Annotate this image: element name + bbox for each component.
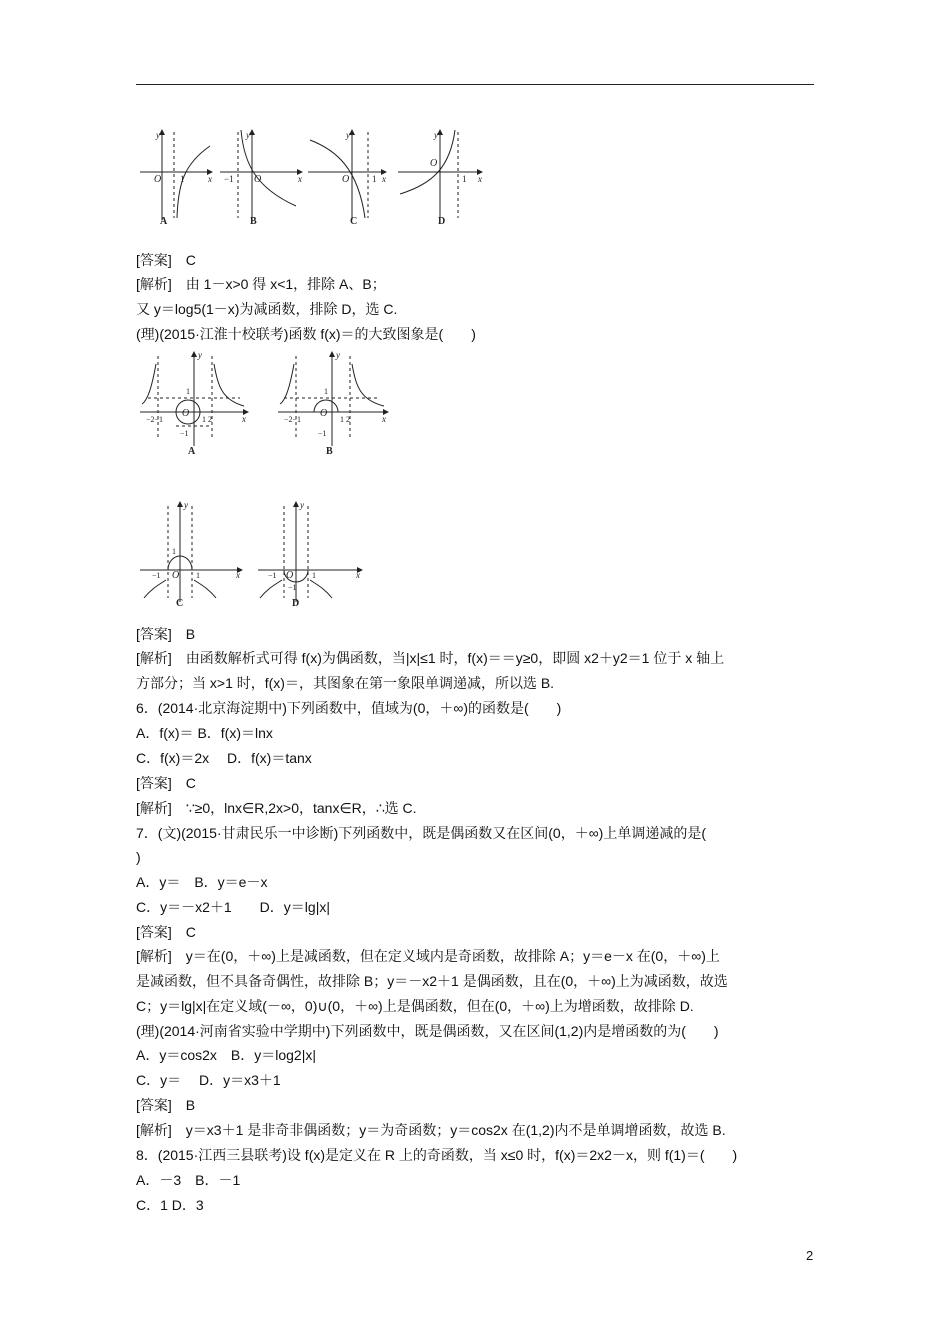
header-rule xyxy=(136,84,814,85)
graph-d xyxy=(258,500,362,609)
question-line: 7．(文)(2015·甘肃民乐一中诊断)下列函数中，既是偶函数又在区间(0，＋∞)上单调递减的是( xyxy=(136,825,706,841)
tick-label-ym1: −1 xyxy=(180,429,189,438)
answer-line: [答案] C xyxy=(136,775,196,791)
graph-label: B xyxy=(326,446,333,457)
text-line: 是减函数，但不具备奇偶性，故排除 B；y＝－x2＋1 是偶函数，且在(0，＋∞)上为减函数，故选 xyxy=(136,973,728,989)
x-axis-label: x xyxy=(382,414,386,424)
tick-label: 1 xyxy=(462,174,467,184)
graph-label: D xyxy=(292,598,300,609)
page-number: 2 xyxy=(806,1248,814,1263)
graph-a xyxy=(140,130,212,227)
text-line: ) xyxy=(136,849,141,865)
question-line: 6．(2014·北京海淀期中)下列函数中，值域为(0，＋∞)的函数是( ) xyxy=(136,700,562,716)
x-axis-label: x xyxy=(208,174,212,184)
text-line: 方部分；当 x>1 时，f(x)＝，其图象在第一象限单调递减，所以选 B. xyxy=(136,675,555,691)
tick-label-left: −1 xyxy=(152,571,161,580)
tick-label: 1 xyxy=(372,174,377,184)
option-line: C．f(x)＝2x D．f(x)＝tanx xyxy=(136,750,312,766)
y-axis-label: y xyxy=(300,500,304,510)
option-line: C．y＝－x2＋1 D．y＝lg|x| xyxy=(136,899,330,915)
tick-label-y1: 1 xyxy=(172,547,176,556)
tick-label-left: −2−1 xyxy=(284,415,302,424)
origin-label: O xyxy=(342,174,350,185)
y-axis-label: y xyxy=(346,130,350,140)
tick-label-y1: 1 xyxy=(324,387,328,396)
answer-line: [答案] C xyxy=(136,252,196,268)
answer-line: [答案] C xyxy=(136,924,196,940)
analysis-line: [解析] 由 1－x>0 得 x<1，排除 A、B； xyxy=(136,276,386,292)
graph-label: D xyxy=(438,216,446,227)
x-axis-label: x xyxy=(236,570,240,580)
y-axis-label: y xyxy=(434,130,438,140)
x-axis-label: x xyxy=(298,174,302,184)
graph-label: C xyxy=(176,598,184,609)
graph-label: A xyxy=(160,216,168,227)
answer-line: [答案] B xyxy=(136,1097,196,1113)
graph-label: C xyxy=(350,216,358,227)
tick-label-right: 1 xyxy=(312,571,316,580)
mid-graphs-ab-figure xyxy=(136,346,396,458)
origin-label: O xyxy=(254,174,262,185)
analysis-line: [解析] y＝x3＋1 是非奇非偶函数；y＝为奇函数；y＝cos2x 在(1,2)内不是单调增函数，故选 B. xyxy=(136,1122,726,1138)
analysis-line: [解析] 由函数解析式可得 f(x)为偶函数，当|x|≤1 时，f(x)＝＝y≥0，即圆 x2＋y2＝1 位于 x 轴上 xyxy=(136,650,725,666)
x-axis-label: x xyxy=(478,174,482,184)
tick-label-right: 1 xyxy=(196,571,200,580)
analysis-line: [解析] y＝在(0，＋∞)上是减函数，但在定义域内是奇函数，故排除 A；y＝e－x 在(0，＋∞)上 xyxy=(136,948,720,964)
option-line: A．y＝cos2x B．y＝log2|x| xyxy=(136,1047,316,1063)
tick-label-ym1: −1 xyxy=(318,429,327,438)
origin-label: O xyxy=(320,408,328,419)
origin-label: O xyxy=(172,570,180,581)
graph-label: B xyxy=(250,216,257,227)
graph-label: A xyxy=(188,446,196,457)
tick-label: 1 xyxy=(180,174,185,184)
option-line: C．1 D．3 xyxy=(136,1197,204,1213)
origin-label: O xyxy=(430,158,438,169)
option-line: A．－3 B．－1 xyxy=(136,1172,241,1188)
origin-label: O xyxy=(154,174,162,185)
y-axis-label: y xyxy=(198,350,202,360)
option-line: A．f(x)＝ B．f(x)＝lnx xyxy=(136,725,273,741)
graph-d xyxy=(398,130,482,227)
tick-label-right: 1 2 xyxy=(202,415,212,424)
option-line: C．y＝ D．y＝x3＋1 xyxy=(136,1072,281,1088)
x-axis-label: x xyxy=(242,414,246,424)
y-axis-label: y xyxy=(156,130,160,140)
question-line: (理)(2014·河南省实验中学期中)下列函数中，既是偶函数，又在区间(1,2)内是增函数的为( ) xyxy=(136,1023,719,1039)
graph-a xyxy=(140,350,248,457)
top-graphs-figure xyxy=(136,124,496,230)
graph-b xyxy=(278,350,388,457)
graph-c xyxy=(140,500,242,609)
mid-graphs-cd-figure xyxy=(136,498,376,610)
analysis-line: [解析] ∵≥0，lnx∈R,2x>0，tanx∈R，∴选 C. xyxy=(136,800,417,816)
x-axis-label: x xyxy=(356,570,360,580)
tick-label-left: −1 xyxy=(268,571,277,580)
tick-label: −1 xyxy=(224,174,234,184)
graph-c xyxy=(308,130,386,227)
origin-label: O xyxy=(286,570,294,581)
question-line: (理)(2015·江淮十校联考)函数 f(x)＝的大致图象是( ) xyxy=(136,326,476,342)
option-line: A．y＝ B．y＝e－x xyxy=(136,874,268,890)
text-line: C；y＝lg|x|在定义域(－∞，0)∪(0，＋∞)上是偶函数，但在(0，＋∞)上为增函数，故排除 D. xyxy=(136,998,694,1014)
graph-b xyxy=(220,130,302,227)
y-axis-label: y xyxy=(246,130,250,140)
y-axis-label: y xyxy=(184,500,188,510)
tick-label-right: 1 2 xyxy=(340,415,350,424)
text-line: 又 y＝log5(1－x)为减函数，排除 D，选 C. xyxy=(136,301,398,317)
tick-label-ym1: −1 xyxy=(288,583,297,592)
y-axis-label: y xyxy=(336,350,340,360)
answer-line: [答案] B xyxy=(136,626,196,642)
tick-label-left: −2−1 xyxy=(146,415,164,424)
tick-label-y1: 1 xyxy=(186,387,190,396)
x-axis-label: x xyxy=(382,174,386,184)
question-line: 8．(2015·江西三县联考)设 f(x)是定义在 R 上的奇函数，当 x≤0 时，f(x)＝2x2－x，则 f(1)＝( ) xyxy=(136,1147,738,1163)
origin-label: O xyxy=(182,408,190,419)
